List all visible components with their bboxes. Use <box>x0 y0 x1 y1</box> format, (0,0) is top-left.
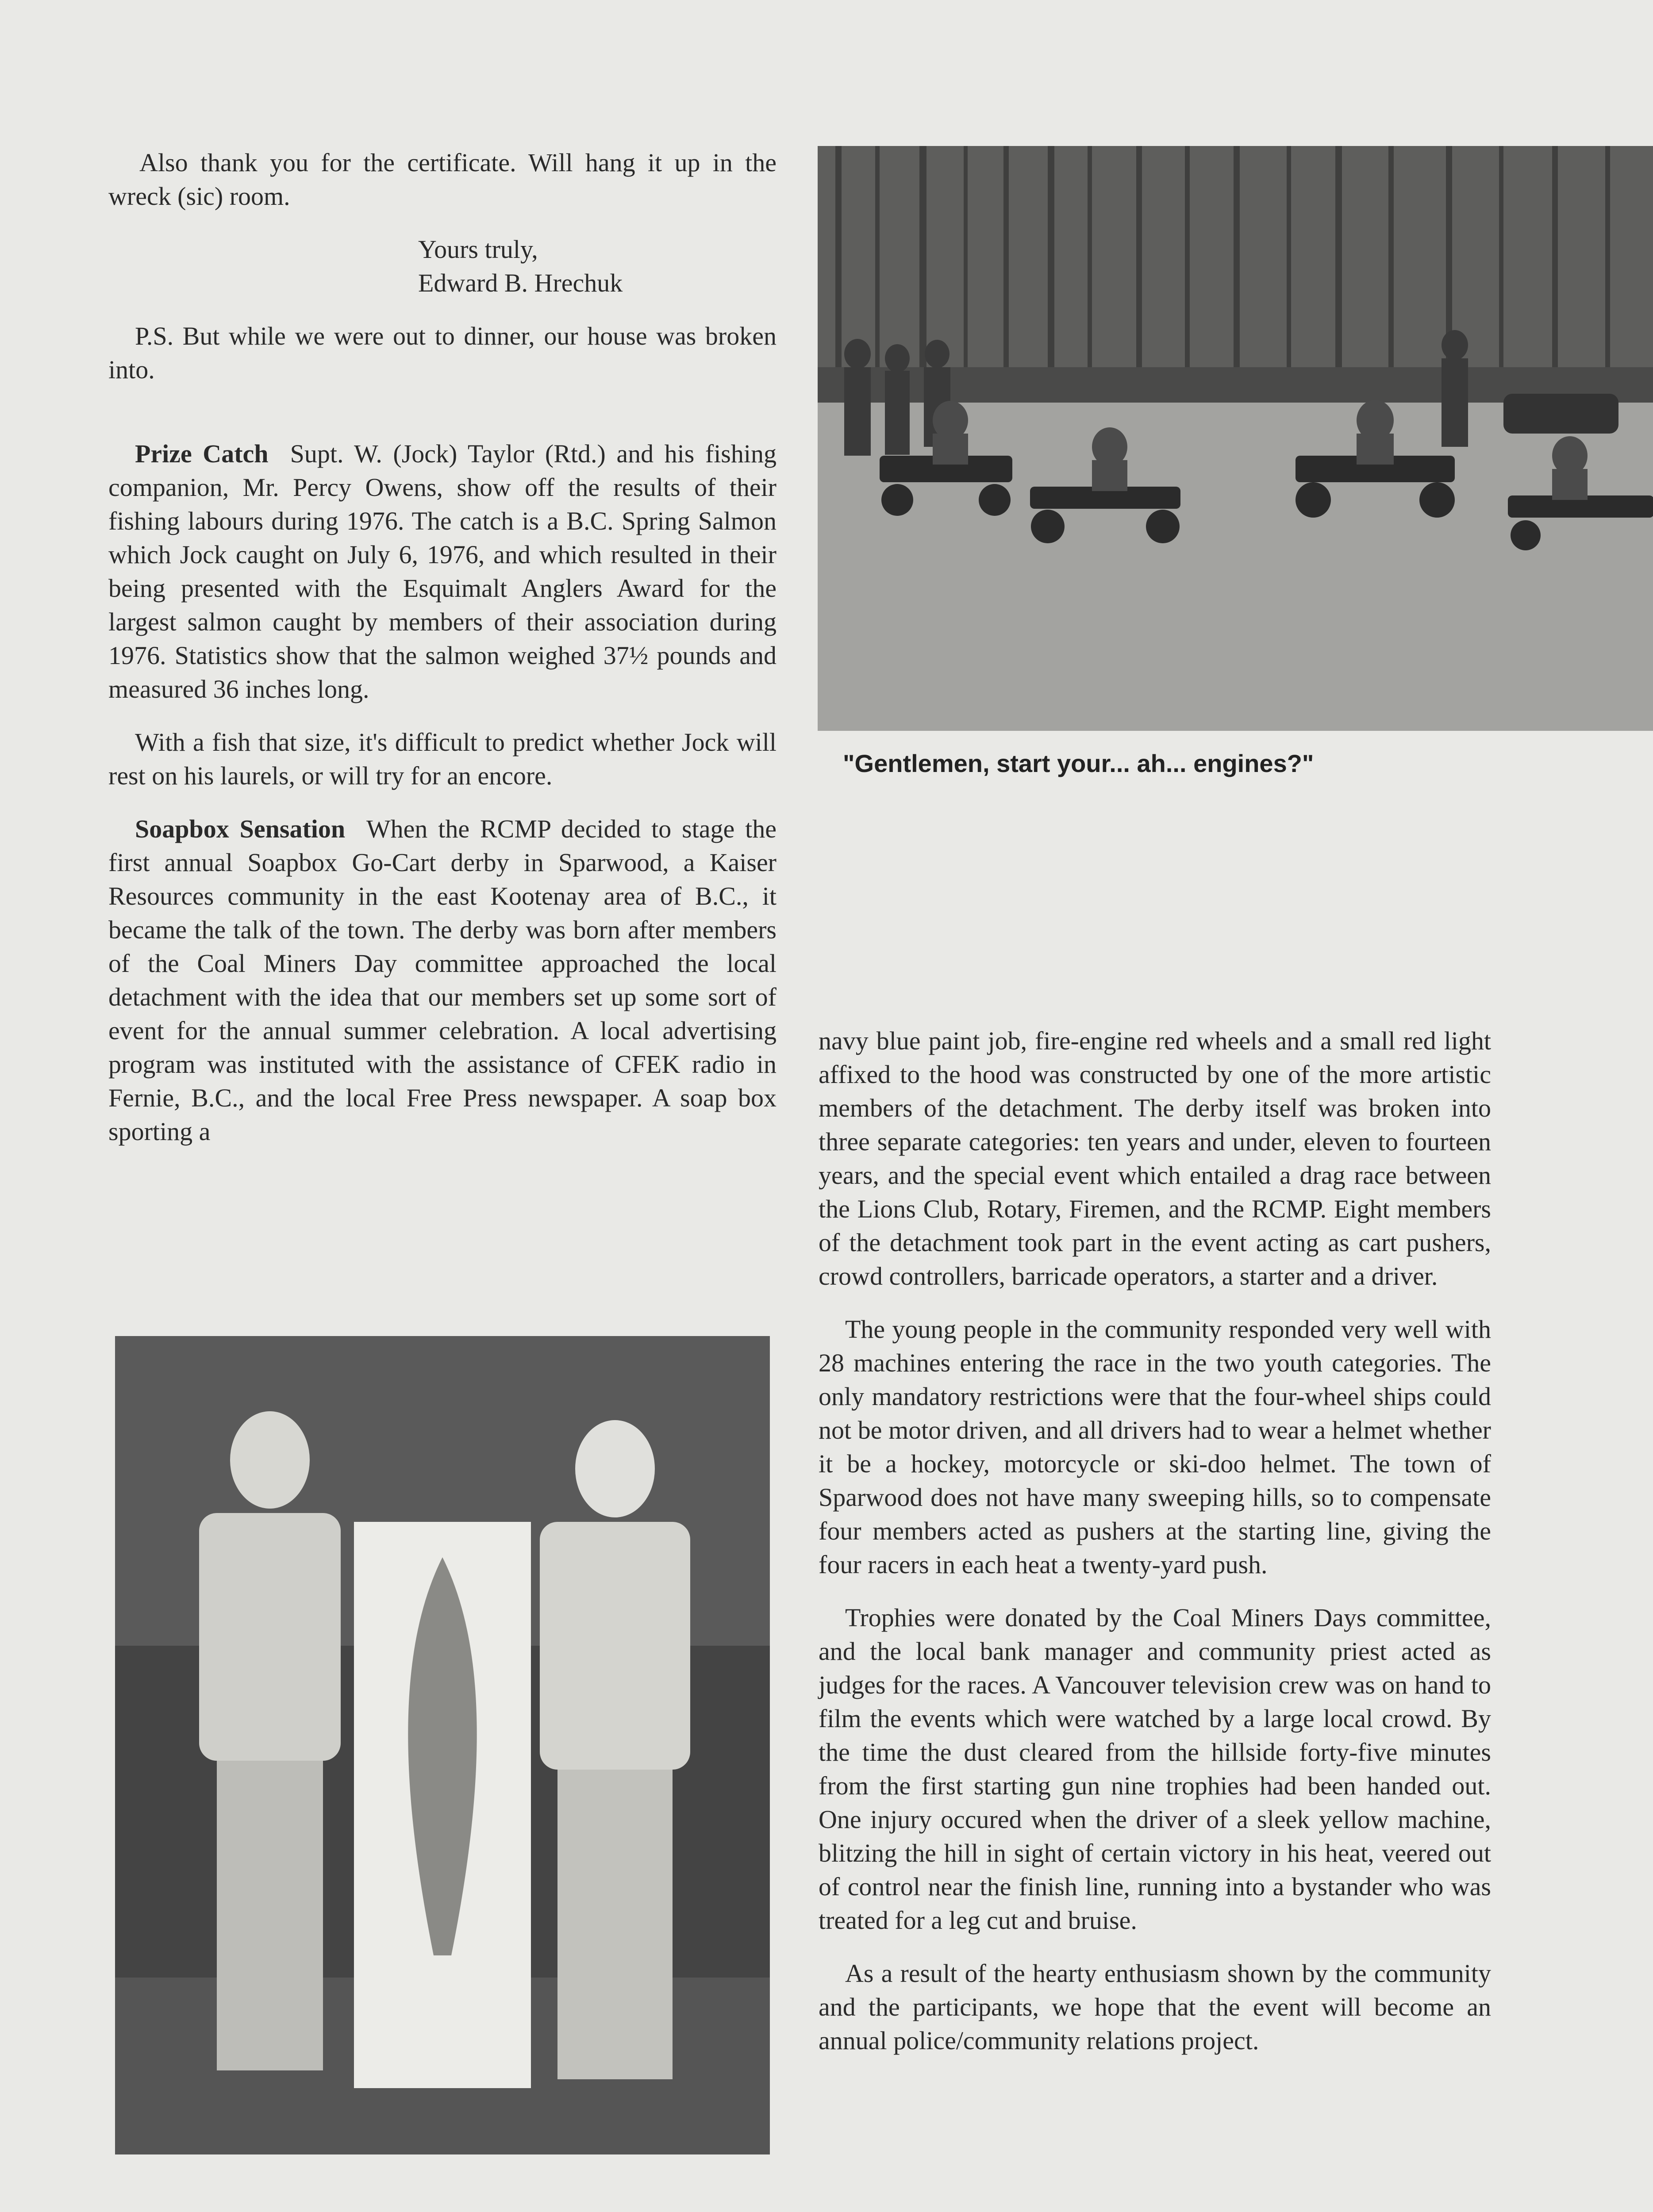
right-column <box>819 1024 1491 2077</box>
prize-catch-para2: With a fish that size, it's difficult to predict whether Jock will rest on his laurels, or will try for an encore. <box>108 728 777 790</box>
soapbox-text: When the RCMP decided to stage the first annual Soapbox Go-Cart derby in Sparwood, a Kaiser Resources community in the east Kootenay area of B.C., it became the talk of the town. The derby was born after members of the Coal Miners Day committee approached the local detachment with the idea that our members set up some sort of event for the annual summer celebration. A local advertising program was instituted with the assistance of CFEK radio in Fernie, B.C., and the local Free Press newspaper. A soap box sporting a <box>108 814 777 1146</box>
soapbox-para4: As a result of the hearty enthusiasm shown by the community and the participants, we hope that the event will become an annual police/community relations project. <box>819 1959 1491 2055</box>
letter-ps: P.S. But while we were out to dinner, our house was broken into. <box>108 322 777 384</box>
letter-signature: Edward B. Hrechuk <box>418 269 623 297</box>
soapbox-para2: The young people in the community responded very well with 28 machines entering the race in the two youth categories. The only mandatory restrictions were that the four-wheel ships could not be motor driven, and all drivers had to wear a helmet whether it be a hockey, motorcycle or ski-doo helmet. The town of Sparwood does not have many sweeping hills, so to compensate four members acted as pushers at the starting line, giving the four racers in each heat a twenty-yard push. <box>819 1315 1491 1579</box>
soapbox-para3: Trophies were donated by the Coal Miners Days committee, and the local bank manager and community priest acted as judges for the races. A Vancouver television crew was on hand to film the events which were watched by a large local crowd. By the time the dust cleared from the hillside forty-five minutes from the first starting gun nine trophies had been handed out. One injury occured when the driver of a sleek yellow machine, blitzing the hill in sight of certain victory in his heat, veered out of control near the finish line, running into a bystander who was treated for a leg cut and bruise. <box>819 1603 1491 1935</box>
letter-thanks: Also thank you for the certificate. Will hang it up in the wreck (sic) room. <box>108 148 777 211</box>
salmon-catch-photo <box>115 1336 770 2154</box>
prize-catch-para1 <box>108 437 777 706</box>
letter-closing: Yours truly, <box>418 235 538 264</box>
letter-signoff <box>418 233 777 300</box>
prize-catch-text: Supt. W. (Jock) Taylor (Rtd.) and his fishing companion, Mr. Percy Owens, show off the results of their fishing labours during 1976. The catch is a B.C. Spring Salmon which Jock caught on July 6, 1976, and which resulted in their being presented with the Esquimalt Anglers Award for the largest salmon caught by members of their association during 1976. Statistics show that the salmon weighed 37½ pounds and measured 36 inches long. <box>108 439 777 703</box>
soapbox-para1-continued: navy blue paint job, fire-engine red wheels and a small red light affixed to the hood was constructed by one of the more artistic members of the detachment. The derby itself was broken into three separate categories: ten years and under, eleven to fourteen years, and the special event which entailed a drag race between the Lions Club, Rotary, Firemen, and the RCMP. Eight members of the detachment took part in the event acting as cart pushers, crowd controllers, barricade operators, a starter and a driver. <box>819 1026 1491 1290</box>
soapbox-para1 <box>108 812 777 1148</box>
soapbox-heading: Soapbox Sensation <box>135 814 346 843</box>
go-kart-derby-photo <box>818 146 1653 731</box>
left-column <box>108 146 777 1168</box>
prize-catch-heading: Prize Catch <box>135 439 269 468</box>
go-kart-photo-caption: "Gentlemen, start your... ah... engines?" <box>843 749 1314 777</box>
